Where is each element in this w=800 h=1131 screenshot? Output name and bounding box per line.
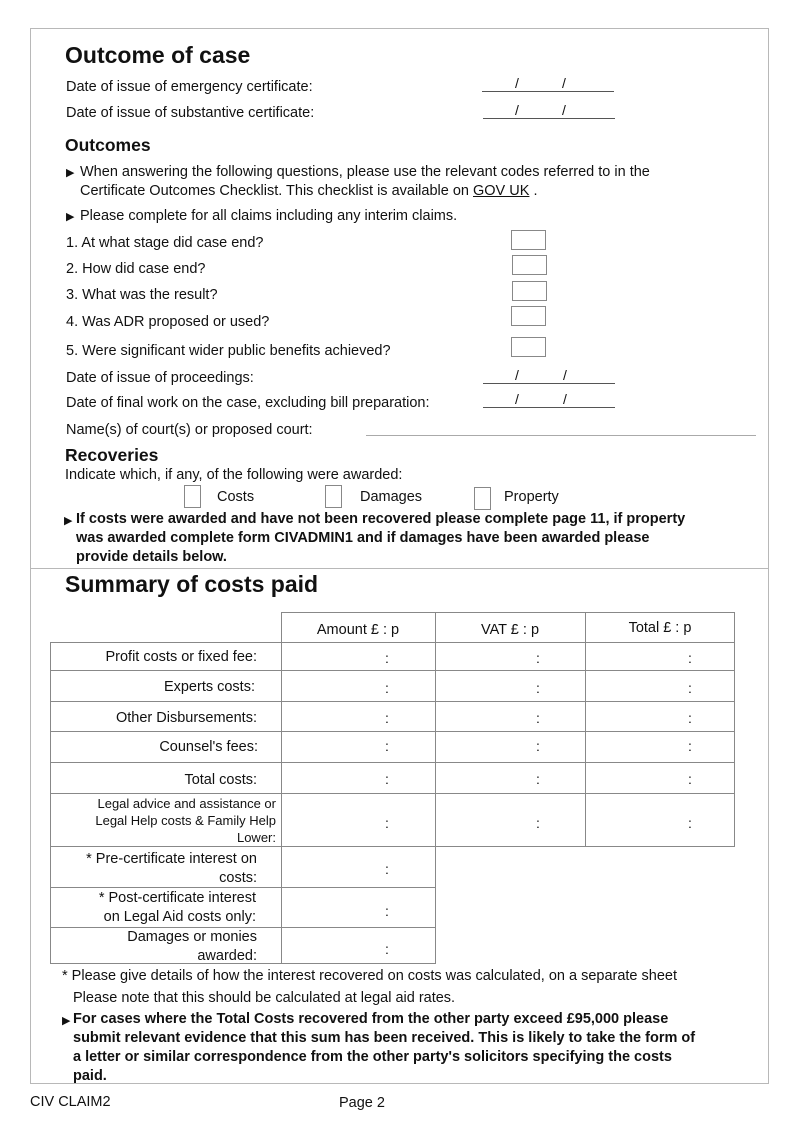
gov-uk-link[interactable]: GOV UK bbox=[473, 183, 530, 199]
disbursements-vat-input[interactable]: : bbox=[536, 710, 540, 726]
experts-amount-input[interactable]: : bbox=[385, 680, 389, 696]
evidence-note-line3: a letter or similar correspondence from the other party's solicitors specifying the costs bbox=[73, 1049, 672, 1065]
question-stage: 1. At what stage did case end? bbox=[66, 235, 264, 251]
stage-code-input[interactable] bbox=[511, 230, 546, 250]
court-input[interactable] bbox=[366, 435, 756, 436]
question-how-ended: 2. How did case end? bbox=[66, 261, 206, 277]
how-ended-code-input[interactable] bbox=[512, 255, 547, 275]
summary-title: Summary of costs paid bbox=[65, 571, 319, 597]
evidence-note-line2: submit relevant evidence that this sum has been received. This is likely to take the form of bbox=[73, 1030, 696, 1046]
checklist-text: Certificate Outcomes Checklist. This checklist is available on bbox=[80, 183, 469, 199]
counsel-vat-input[interactable]: : bbox=[536, 738, 540, 754]
damages-line2: awarded: bbox=[197, 948, 257, 964]
profit-total-input[interactable]: : bbox=[688, 650, 692, 666]
outcomes-bullet1-line1: When answering the following questions, please use the relevant codes referred to in the bbox=[80, 164, 650, 180]
question-adr: 4. Was ADR proposed or used? bbox=[66, 314, 270, 330]
page-number: Page 2 bbox=[339, 1095, 385, 1111]
adr-code-input[interactable] bbox=[511, 306, 546, 326]
final-work-date-label: Date of final work on the case, excluding bill preparation: bbox=[66, 395, 430, 411]
question-result: 3. What was the result? bbox=[66, 287, 218, 303]
post-certificate-interest-label bbox=[52, 889, 256, 927]
experts-costs-label: Experts costs: bbox=[163, 679, 255, 695]
question-public-benefit: 5. Were significant wider public benefits achieved? bbox=[66, 343, 391, 359]
experts-vat-input[interactable]: : bbox=[536, 680, 540, 696]
counsels-fees-label: Counsel's fees: bbox=[159, 739, 258, 755]
date-separator: / bbox=[515, 367, 519, 383]
legal-help-line3: Lower: bbox=[236, 830, 276, 845]
profit-costs-label: Profit costs or fixed fee: bbox=[105, 649, 257, 665]
damages-monies-label bbox=[52, 928, 257, 966]
post-cert-line1: * Post-certificate interest bbox=[98, 890, 256, 906]
profit-amount-input[interactable]: : bbox=[385, 650, 389, 666]
damages-checkbox[interactable] bbox=[325, 485, 342, 508]
counsel-amount-input[interactable]: : bbox=[385, 738, 389, 754]
disbursements-amount-input[interactable]: : bbox=[385, 710, 389, 726]
outcome-title: Outcome of case bbox=[65, 42, 251, 68]
legal-help-total-input[interactable]: : bbox=[688, 815, 692, 831]
costs-checkbox[interactable] bbox=[184, 485, 201, 508]
result-code-input[interactable] bbox=[512, 281, 547, 301]
recoveries-note-line1: If costs were awarded and have not been recovered please complete page 11, if property bbox=[76, 511, 686, 527]
recoveries-note-line2: was awarded complete form CIVADMIN1 and if damages have been awarded please bbox=[76, 530, 650, 546]
legal-help-costs-label bbox=[52, 795, 276, 846]
damages-line1: Damages or monies bbox=[127, 929, 257, 945]
outcomes-bullet1-line2 bbox=[80, 183, 537, 199]
evidence-note-line4: paid. bbox=[73, 1068, 107, 1084]
post-cert-amount-input[interactable]: : bbox=[385, 903, 389, 919]
date-separator: / bbox=[515, 75, 519, 91]
property-option-label: Property bbox=[504, 489, 559, 505]
amount-header: Amount £ : p bbox=[316, 622, 400, 638]
legal-help-amount-input[interactable]: : bbox=[385, 815, 389, 831]
outcomes-title: Outcomes bbox=[65, 135, 151, 155]
pre-cert-line2: costs: bbox=[219, 870, 257, 886]
date-separator: / bbox=[563, 391, 567, 407]
section-divider bbox=[30, 568, 769, 569]
legal-help-line1: Legal advice and assistance or bbox=[97, 796, 276, 811]
outcomes-bullet2: Please complete for all claims including any interim claims. bbox=[80, 208, 458, 224]
bullet-arrow-icon: ▶ bbox=[64, 515, 73, 527]
post-cert-line2: on Legal Aid costs only: bbox=[103, 909, 256, 925]
date-separator: / bbox=[562, 102, 566, 118]
date-separator: / bbox=[562, 75, 566, 91]
experts-total-input[interactable]: : bbox=[688, 680, 692, 696]
counsel-total-input[interactable]: : bbox=[688, 738, 692, 754]
proceedings-date-label: Date of issue of proceedings: bbox=[66, 370, 254, 386]
legal-aid-rates-note: Please note that this should be calculated at legal aid rates. bbox=[73, 990, 456, 1006]
bullet-arrow-icon: ▶ bbox=[66, 211, 75, 223]
form-code: CIV CLAIM2 bbox=[30, 1094, 111, 1110]
legal-help-vat-input[interactable]: : bbox=[536, 815, 540, 831]
bullet-arrow-icon: ▶ bbox=[62, 1015, 71, 1027]
damages-amount-input[interactable]: : bbox=[385, 941, 389, 957]
evidence-note-line1: For cases where the Total Costs recovered from the other party exceed £95,000 please bbox=[73, 1011, 669, 1027]
recoveries-title: Recoveries bbox=[65, 445, 159, 465]
pre-certificate-interest-label bbox=[52, 850, 257, 888]
other-disbursements-label: Other Disbursements: bbox=[115, 710, 257, 726]
total-costs-vat-input[interactable]: : bbox=[536, 771, 540, 787]
date-separator: / bbox=[515, 391, 519, 407]
property-checkbox[interactable] bbox=[474, 487, 491, 510]
costs-option-label: Costs bbox=[217, 489, 255, 505]
total-costs-amount-input[interactable]: : bbox=[385, 771, 389, 787]
substantive-date-label: Date of issue of substantive certificate: bbox=[66, 105, 315, 121]
date-separator: / bbox=[515, 102, 519, 118]
date-separator: / bbox=[563, 367, 567, 383]
damages-option-label: Damages bbox=[360, 489, 423, 505]
bullet-arrow-icon: ▶ bbox=[66, 167, 75, 179]
total-header: Total £ : p bbox=[628, 620, 692, 636]
emergency-date-label: Date of issue of emergency certificate: bbox=[66, 79, 313, 95]
profit-vat-input[interactable]: : bbox=[536, 650, 540, 666]
interest-footnote: * Please give details of how the interest recovered on costs was calculated, on a separate sheet bbox=[62, 968, 677, 984]
pre-cert-amount-input[interactable]: : bbox=[385, 861, 389, 877]
total-costs-total-input[interactable]: : bbox=[688, 771, 692, 787]
total-costs-label: Total costs: bbox=[184, 772, 257, 788]
pre-cert-line1: * Pre-certificate interest on bbox=[86, 851, 257, 867]
sentence-end: . bbox=[533, 183, 538, 199]
vat-header: VAT £ : p bbox=[480, 622, 540, 638]
recoveries-note-line3: provide details below. bbox=[76, 549, 227, 565]
public-benefit-code-input[interactable] bbox=[511, 337, 546, 357]
court-label: Name(s) of court(s) or proposed court: bbox=[66, 422, 313, 438]
recoveries-instruction: Indicate which, if any, of the following were awarded: bbox=[65, 467, 403, 483]
legal-help-line2: Legal Help costs & Family Help bbox=[95, 813, 276, 828]
disbursements-total-input[interactable]: : bbox=[688, 710, 692, 726]
